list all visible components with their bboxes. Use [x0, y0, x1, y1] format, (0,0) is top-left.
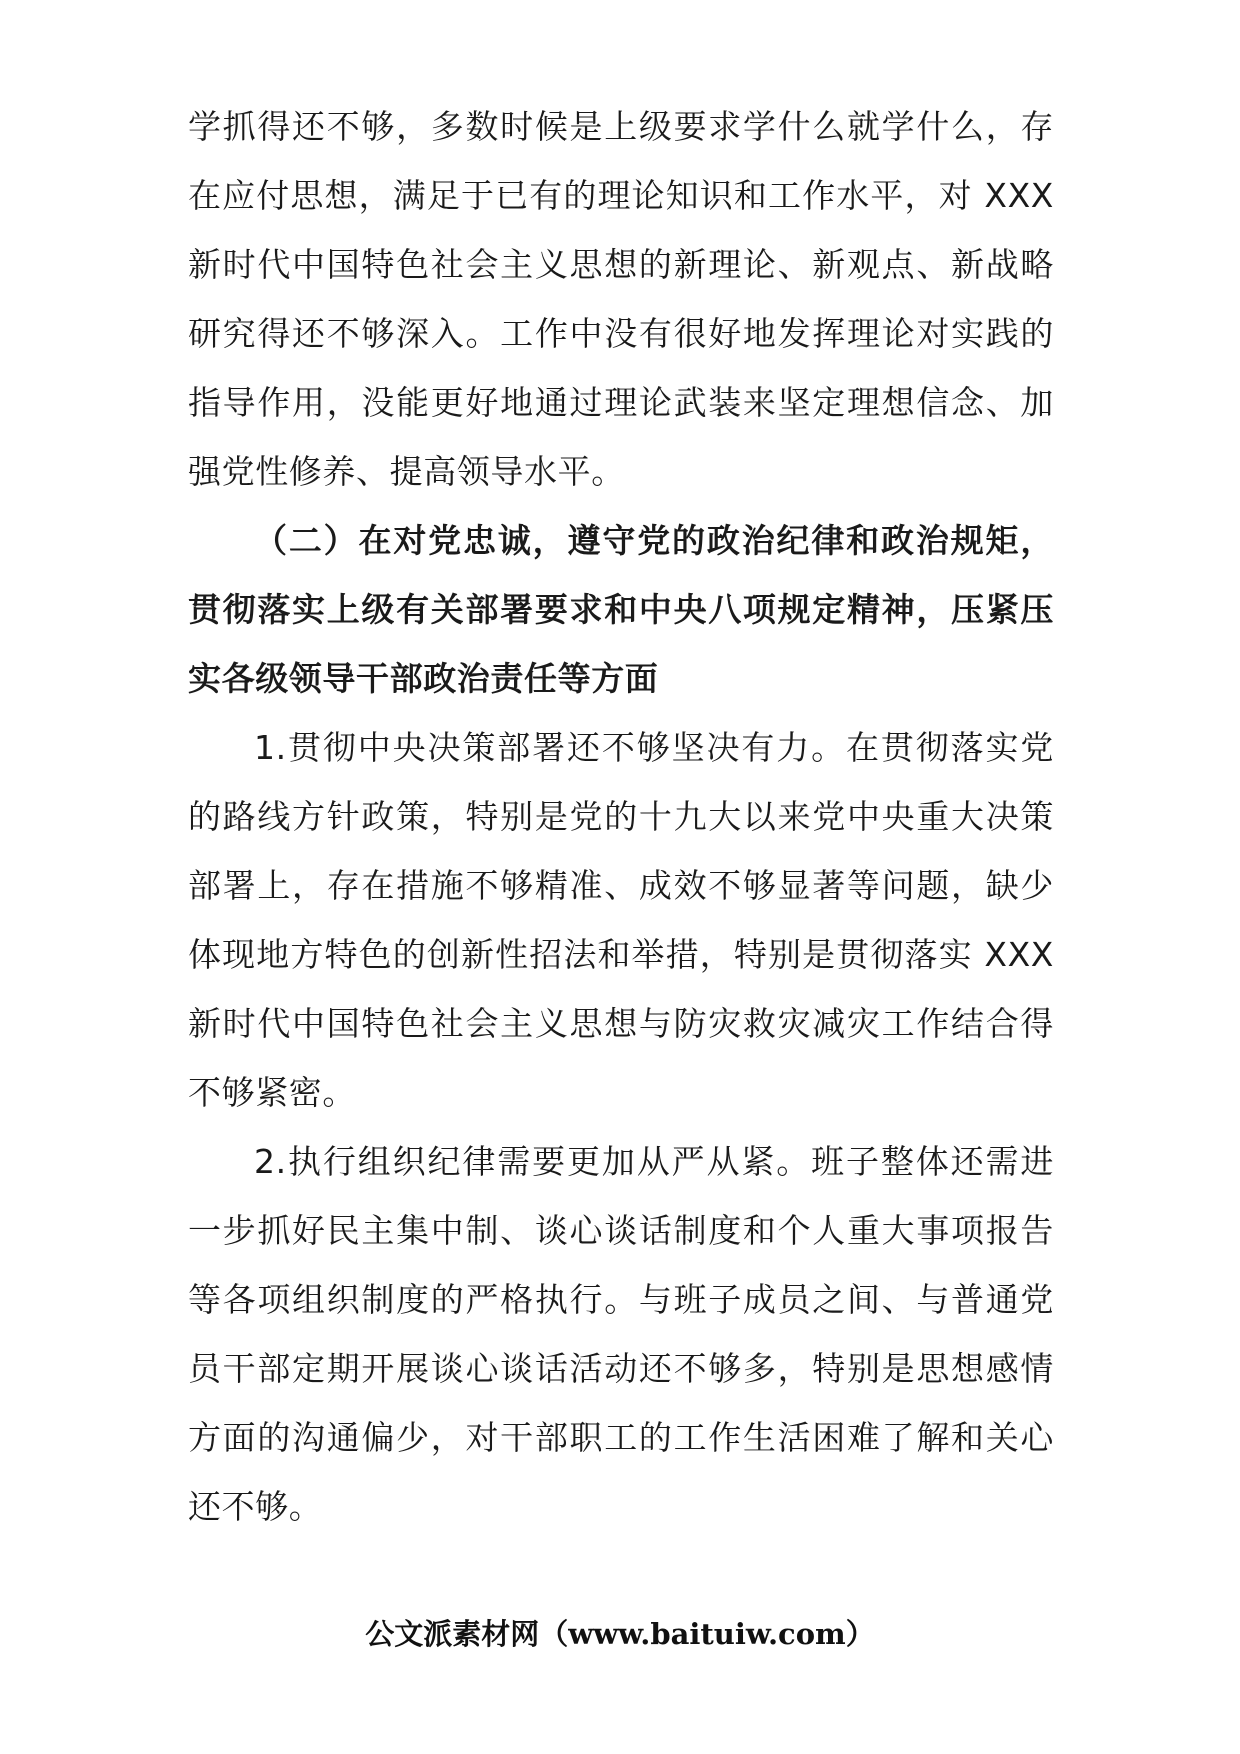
section-heading-2: （二）在对党忠诚，遵守党的政治纪律和政治规矩，贯彻落实上级有关部署要求和中央八项规定精神，压紧压实各级领导干部政治责任等方面	[188, 521, 1054, 698]
footer-watermark-text: 公文派素材网（www.baituiw.com）	[365, 1617, 875, 1651]
paragraph-item-2: 2.执行组织纪律需要更加从严从紧。班子整体还需进一步抓好民主集中制、谈心谈话制度和个人重大事项报告等各项组织制度的严格执行。与班子成员之间、与普通党员干部定期开展谈心谈话活动还不够多，特别是思想感情方面的沟通偏少，对干部职工的工作生活困难了解和关心还不够。	[188, 1142, 1054, 1526]
paragraph-item-1: 1.贯彻中央决策部署还不够坚决有力。在贯彻落实党的路线方针政策，特别是党的十九大以来党中央重大决策部署上，存在措施不够精准、成效不够显著等问题，缺少体现地方特色的创新性招法和举措，特别是贯彻落实 XXX 新时代中国特色社会主义思想与防灾救灾减灾工作结合得不够紧密。	[188, 728, 1054, 1112]
paragraph-intro-continuation: 学抓得还不够，多数时候是上级要求学什么就学什么，存在应付思想，满足于已有的理论知识和工作水平，对 XXX 新时代中国特色社会主义思想的新理论、新观点、新战略研究得还不够深入。工作中没有很好地发挥理论对实践的指导作用，没能更好地通过理论武装来坚定理想信念、加强党性修养、提高领导水平。	[188, 107, 1054, 491]
document-body	[188, 92, 1054, 1541]
